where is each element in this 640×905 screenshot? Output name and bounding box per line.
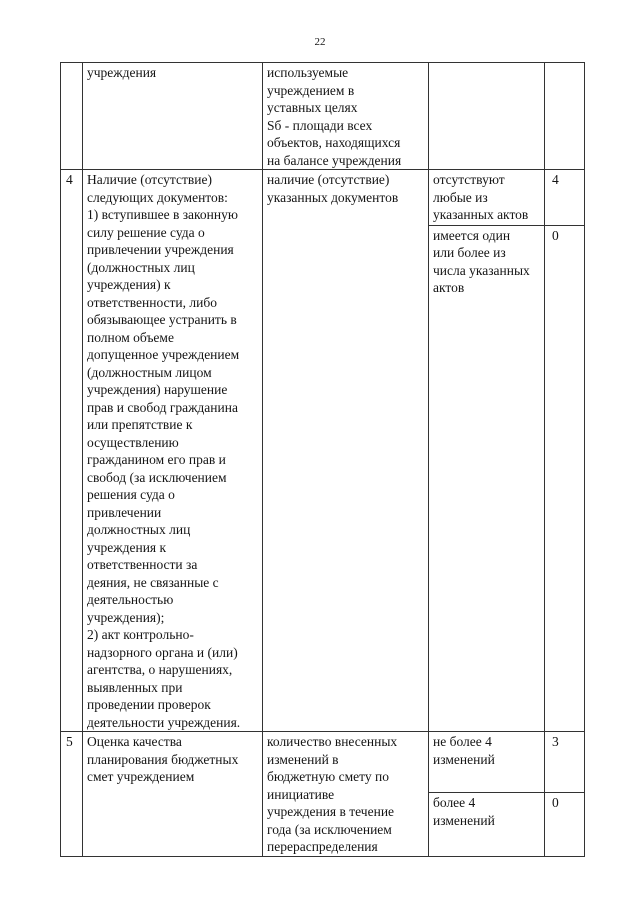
row-number-cell: 4 <box>61 170 83 732</box>
criterion-cell: Наличие (отсутствие) следующих документов: 1) вступившее в законную силу решение суда о привлечении учреждения (должностных лиц учреждения) к ответственности, либо обязывающее устранить в полном объеме допущенное учреждением (должностным лицом учреждения) нарушение прав и свобод гражданина или препятствие к осуществлению гражданином его прав и свобод (за исключением решения суда о привлечении должностных лиц учреждения к ответственности за деяния, не связанные с деятельностью учреждения); 2) акт контрольно- надзорного органа и (или) агентства, о нарушениях, выявленных при проведении проверок деятельности учреждения. <box>83 170 263 732</box>
table-row <box>61 63 585 170</box>
condition-cell: отсутствуют любые из указанных актов <box>429 170 545 226</box>
score-cell <box>545 63 585 170</box>
table-row <box>61 732 585 793</box>
page-number: 22 <box>314 36 326 48</box>
row-number-cell: 5 <box>61 732 83 857</box>
row-number-cell <box>61 63 83 170</box>
score-cell: 3 <box>545 732 585 793</box>
condition-cell: имеется один или более из числа указанных актов <box>429 225 545 731</box>
criterion-cell: учреждения <box>83 63 263 170</box>
criterion-cell: Оценка качества планирования бюджетных смет учреждением <box>83 732 263 857</box>
score-cell: 0 <box>545 225 585 731</box>
condition-cell: более 4 изменений <box>429 793 545 856</box>
criteria-table <box>60 62 585 857</box>
method-cell: наличие (отсутствие) указанных документов <box>263 170 429 732</box>
score-cell: 4 <box>545 170 585 226</box>
table-row <box>61 170 585 226</box>
condition-cell <box>429 63 545 170</box>
score-cell: 0 <box>545 793 585 856</box>
condition-cell: не более 4 изменений <box>429 732 545 793</box>
method-cell: используемые учреждением в уставных целях Sб - площади всех объектов, находящихся на балансе учреждения <box>263 63 429 170</box>
method-cell: количество внесенных изменений в бюджетную смету по инициативе учреждения в течение года (за исключением перераспределения <box>263 732 429 857</box>
